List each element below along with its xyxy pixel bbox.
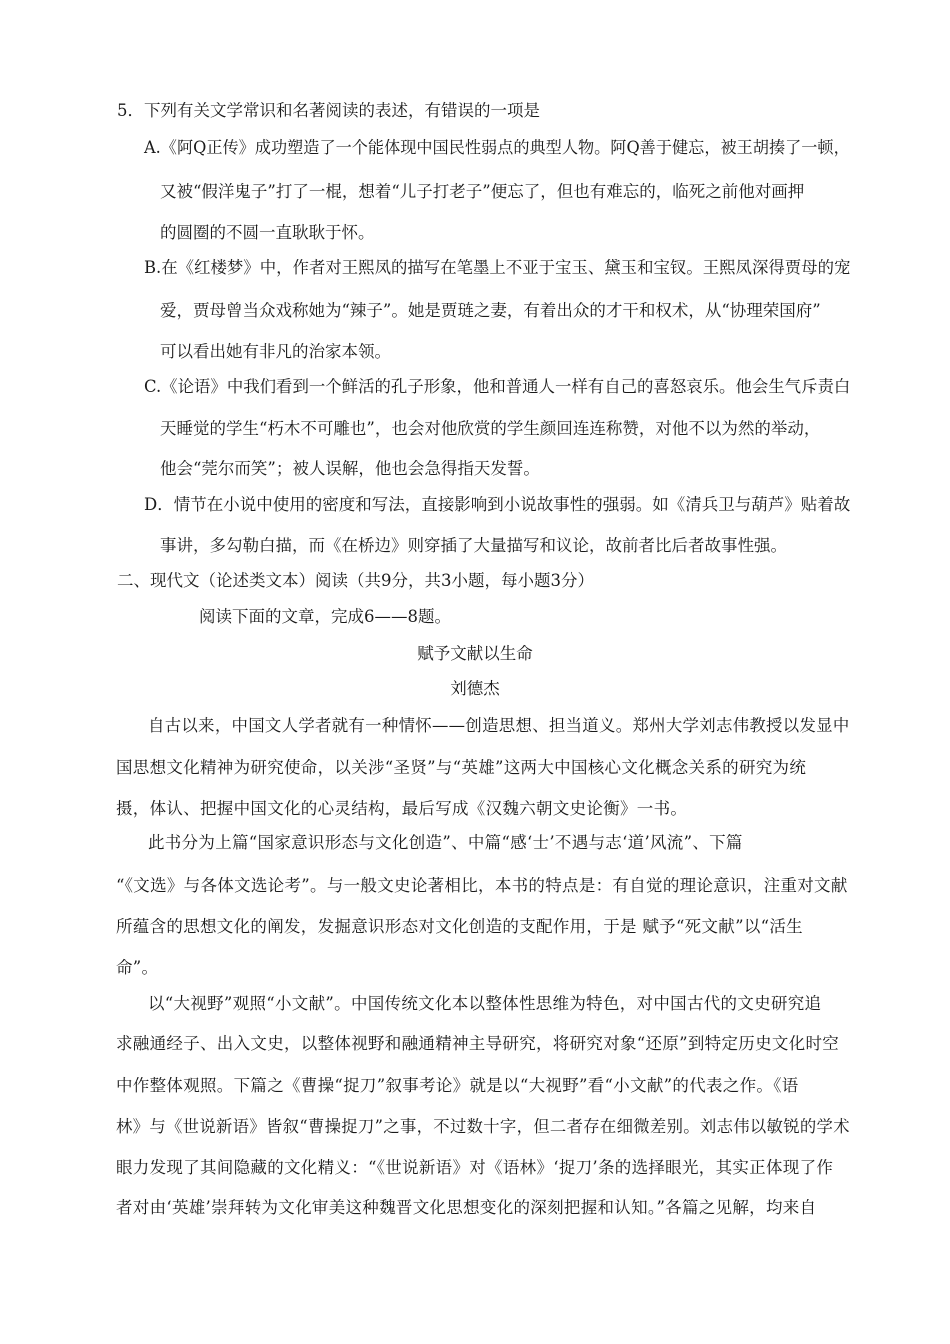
para-3-line-5: 眼力发现了其间隐藏的文化精义：“《世说新语》对《语林》‘捉刀’条的选择眼光，其实正体现了作 xyxy=(116,1158,834,1177)
option-a-line-1: A.《阿Q正传》成功塑造了一个能体现中国民性弱点的典型人物。阿Q善于健忘，被王胡揍了一顿， xyxy=(144,138,850,157)
para-3-line-4: 林》与《世说新语》皆叙“曹操捉刀”之事，不过数十字，但二者存在细微差别。刘志伟以敏锐的学术 xyxy=(116,1117,850,1136)
para-1-line-2: 国思想文化精神为研究使命，以关涉“圣贤”与“英雄”这两大中国核心文化概念关系的研究为统 xyxy=(116,758,807,777)
question-5-stem: 5．下列有关文学常识和名著阅读的表述，有错误的一项是 xyxy=(117,101,540,120)
option-b-line-3: 可以看出她有非凡的治家本领。 xyxy=(160,342,391,361)
option-d-line-1: D．情节在小说中使用的密度和写法，直接影响到小说故事性的强弱。如《清兵卫与葫芦》贴着故 xyxy=(144,495,851,514)
article-author: 刘德杰 xyxy=(450,679,500,698)
option-d-line-2: 事讲，多勾勒白描，而《在桥边》则穿插了大量描写和议论，故前者比后者故事性强。 xyxy=(160,536,787,555)
article-title: 赋予文献以生命 xyxy=(417,644,533,663)
option-b-line-2: 爱，贾母曾当众戏称她为“辣子”。她是贾琏之妻，有着出众的才干和权术，从“协理荣国府” xyxy=(160,301,821,320)
para-3-line-1: 以“大视野”观照“小文献”。中国传统文化本以整体性思维为特色，对中国古代的文史研究追 xyxy=(148,994,822,1013)
option-a-line-3: 的圆圈的不圆一直耿耿于怀。 xyxy=(160,223,375,242)
para-3-line-2: 求融通经子、出入文史，以整体视野和融通精神主导研究，将研究对象“还原”到特定历史文化时空 xyxy=(116,1034,840,1053)
option-b-line-1: B.在《红楼梦》中，作者对王熙凤的描写在笔墨上不亚于宝玉、黛玉和宝钗。王熙凤深得贾母的宠 xyxy=(144,258,851,277)
section-2-instruction: 阅读下面的文章，完成6——8题。 xyxy=(199,607,451,626)
section-2-heading: 二、现代文（论述类文本）阅读（共9分，共3小题，每小题3分） xyxy=(117,571,594,590)
para-1-line-1: 自古以来，中国文人学者就有一种情怀——创造思想、担当道义。郑州大学刘志伟教授以发显中 xyxy=(148,716,850,735)
option-a-line-2: 又被“假洋鬼子”打了一棍，想着“儿子打老子”便忘了，但也有难忘的，临死之前他对画押 xyxy=(160,182,805,201)
para-2-line-2: “《文选》与各体文选论考”。与一般文史论著相比，本书的特点是：有自觉的理论意识，注重对文献 xyxy=(116,876,848,895)
para-2-line-1: 此书分为上篇“国家意识形态与文化创造”、中篇“感‘士’不遇与志‘道’风流”、下篇 xyxy=(148,833,743,852)
para-2-line-4: 命”。 xyxy=(116,958,159,977)
option-c-line-3: 他会“莞尔而笑”；被人误解，他也会急得指天发誓。 xyxy=(160,459,540,478)
option-c-line-2: 天睡觉的学生“朽木不可雕也”，也会对他欣赏的学生颜回连连称赞，对他不以为然的举动， xyxy=(160,419,821,438)
para-3-line-3: 中作整体观照。下篇之《曹操“捉刀”叙事考论》就是以“大视野”看“小文献”的代表之作。《语 xyxy=(116,1076,799,1095)
option-c-line-1: C.《论语》中我们看到一个鲜活的孔子形象，他和普通人一样有自己的喜怒哀乐。他会生气斥责白 xyxy=(144,377,851,396)
para-2-line-3: 所蕴含的思想文化的阐发，发掘意识形态对文化创造的支配作用，于是 赋予“死文献”以“活生 xyxy=(116,917,803,936)
para-1-line-3: 摄，体认、把握中国文化的心灵结构，最后写成《汉魏六朝文史论衡》一书。 xyxy=(116,799,688,818)
para-3-line-6: 者对由‘英雄’崇拜转为文化审美这种魏晋文化思想变化的深刻把握和认知。”各篇之见解，均来自 xyxy=(116,1198,817,1217)
